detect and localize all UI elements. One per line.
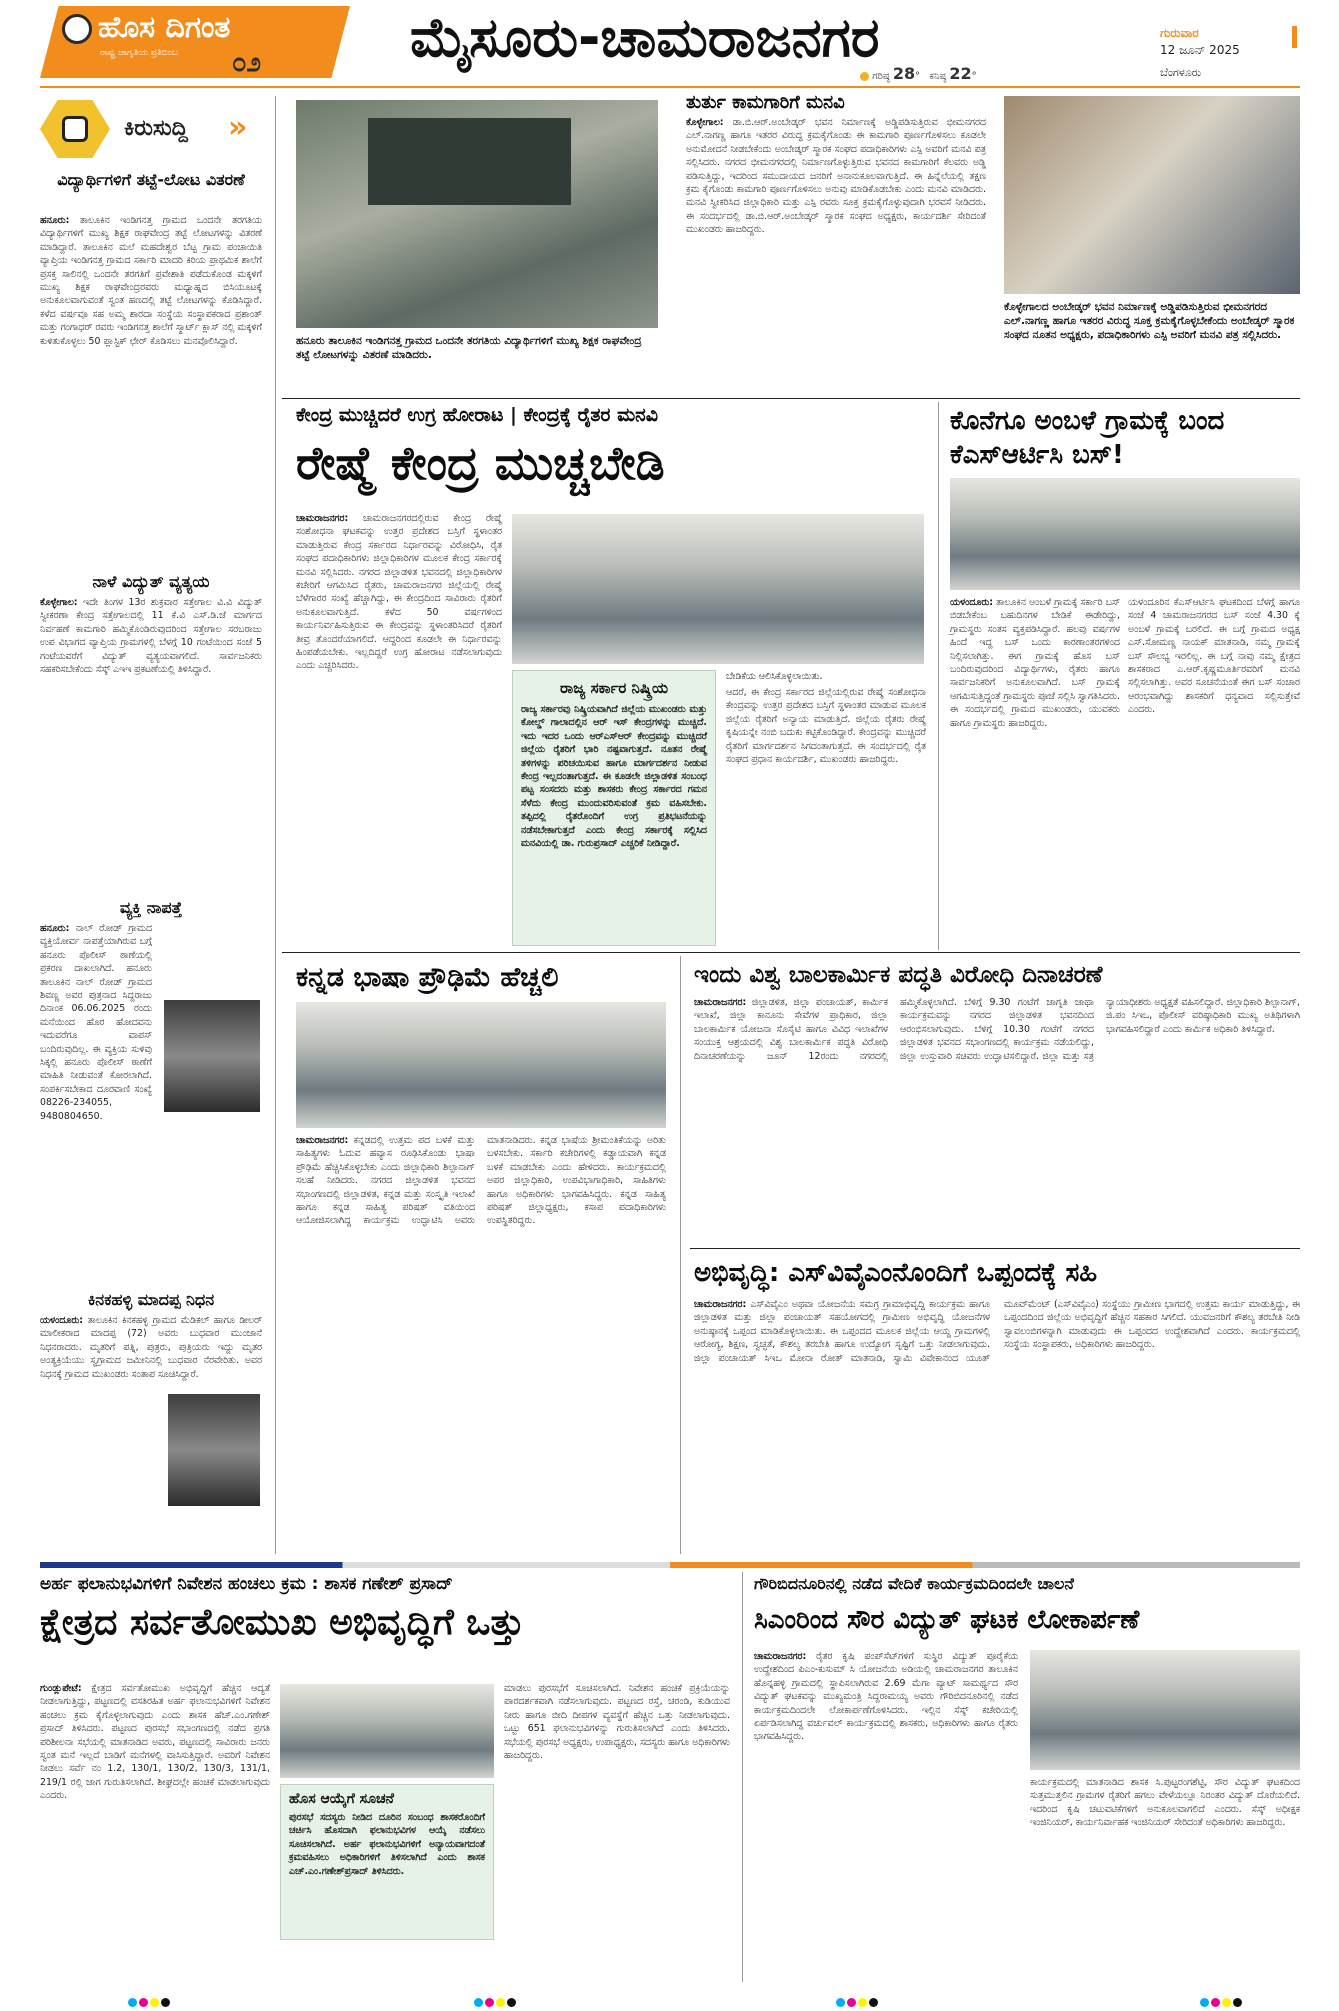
headline: ಕೊನೆಗೂ ಅಂಬಳೆ ಗ್ರಾಮಕ್ಕೆ ಬಂದ ಕೆಎಸ್ಆರ್ಟಿಸಿ ಬಸ್! [950, 406, 1225, 470]
story-body: ಚಾಮರಾಜನಗರ: ಎಸ್‌ವಿವೈಎಂ ಅಥವಾ ಯೋಜನೆಯ ಸಮಗ್ರ ಗ್ರಾಮಾಭಿವೃದ್ಧಿ ಕಾರ್ಯಕ್ರಮ ಹಾಗೂ ಜಿಲ್ಲಾಡಳಿತ ಮತ್ತು ಜಿಲ್ಲಾ ಪಂಚಾಯತ್ ಸಹಯೋಗದಲ್ಲಿ ಗ್ರಾಮೀಣ ಅಭಿವೃದ್ಧಿ ಯೋಜನೆಗಳ ಅನುಷ್ಠಾನಕ್ಕೆ ಒಪ್ಪಂದ ಮಾಡಿಕೊಳ್ಳಲಾಯಿತು. ಈ ಒಪ್ಪಂದದ ಮೂಲಕ ಜಿಲ್ಲೆಯ ಆಯ್ದ ಗ್ರಾಮಗಳಲ್ಲಿ ಆರೋಗ್ಯ, ಶಿಕ್ಷಣ, ಸ್ವಚ್ಛತೆ, ಕೌಶಲ್ಯ ತರಬೇತಿ ಹಾಗೂ ಉದ್ಯೋಗ ಸೃಷ್ಟಿಗೆ ಒತ್ತು ನೀಡಲಾಗುವುದು. ಜಿಲ್ಲಾ ಪಂಚಾಯತ್ ಸಿಇಒ ಮೋನಾ ರೋತ್ ಮಾತನಾಡಿ, ಸ್ವಾಮಿ ವಿವೇಕಾನಂದ ಯೂತ್ ಮೂವ್‌ಮೆಂಟ್ (ಎಸ್‌ವಿವೈಎಂ) ಸಂಸ್ಥೆಯು ಗ್ರಾಮೀಣ ಭಾಗದಲ್ಲಿ ಉತ್ತಮ ಕಾರ್ಯ ಮಾಡುತ್ತಿದ್ದು, ಈ ಒಪ್ಪಂದದಿಂದ ಜಿಲ್ಲೆಯ ಅಭಿವೃದ್ಧಿಗೆ ಹೆಚ್ಚಿನ ಸಹಕಾರ ಸಿಗಲಿದೆ. ಯುವಜನರಿಗೆ ಕೌಶಲ್ಯ ತರಬೇತಿ ನೀಡಿ ಸ್ವಾವಲಂಬಿಗಳನ್ನಾಗಿ ಮಾಡುವುದು ಈ ಒಪ್ಪಂದದ ಉದ್ದೇಶವಾಗಿದೆ ಎಂದರು. ಕಾರ್ಯಕ್ರಮದಲ್ಲಿ ಸಂಸ್ಥೆಯ ಸಂಸ್ಥಾಪಕರು, ಅಧಿಕಾರಿಗಳು ಹಾಜರಿದ್ದರು. [694, 1299, 1300, 1364]
missing-person-photo [164, 1000, 260, 1112]
story-body: ಚಾಮರಾಜನಗರ: ಕನ್ನಡದಲ್ಲಿ ಉತ್ತಮ ಪದ ಬಳಕೆ ಮತ್ತು ಸಾಹಿತ್ಯಗಳು ಓದುವ ಹವ್ಯಾಸ ರೂಢಿಸಿಕೊಂಡು ಭಾಷಾ ಪ್ರೌಢಿಮೆ ಹೆಚ್ಚಿಸಿಕೊಳ್ಳಬೇಕು ಎಂದು ಜಿಲ್ಲಾಧಿಕಾರಿ ಶಿಲ್ಪಾನಾಗ್ ಸಲಹೆ ನೀಡಿದರು. ನಗರದ ಜಿಲ್ಲಾಡಳಿತ ಭವನದ ಸಭಾಂಗಣದಲ್ಲಿ ಜಿಲ್ಲಾಡಳಿತ, ಕನ್ನಡ ಮತ್ತು ಸಂಸ್ಕೃತಿ ಇಲಾಖೆ ಹಾಗೂ ಕನ್ನಡ ಸಾಹಿತ್ಯ ಪರಿಷತ್ ವತಿಯಿಂದ ಆಯೋಜಿಸಲಾಗಿದ್ದ ಕಾರ್ಯಕ್ರಮ ಉದ್ಘಾಟಿಸಿ ಅವರು ಮಾತನಾಡಿದರು. ಕನ್ನಡ ಭಾಷೆಯ ಶ್ರೀಮಂತಿಕೆಯನ್ನು ಅರಿತು ಬಳಸಬೇಕು. ಸರ್ಕಾರಿ ಕಚೇರಿಗಳಲ್ಲಿ ಕಡ್ಡಾಯವಾಗಿ ಕನ್ನಡ ಬಳಕೆ ಮಾಡಬೇಕು ಎಂದು ಹೇಳಿದರು. ಕಾರ್ಯಕ್ರಮದಲ್ಲಿ ಅಪರ ಜಿಲ್ಲಾಧಿಕಾರಿ, ಉಪವಿಭಾಗಾಧಿಕಾರಿ, ಸಾಹಿತಿಗಳು ಹಾಗೂ ಅಧಿಕಾರಿಗಳು ಭಾಗವಹಿಸಿದ್ದರು. ಕನ್ನಡ ಸಾಹಿತ್ಯ ಪರಿಷತ್ ಜಿಲ್ಲಾಧ್ಯಕ್ಷರು, ಕಸಾಪ ಪದಾಧಿಕಾರಿಗಳು ಉಪಸ್ಥಿತರಿದ್ದರು. [296, 1135, 666, 1227]
brief-title: ವಿದ್ಯಾರ್ಥಿಗಳಿಗೆ ತಟ್ಟೆ-ಲೋಟ ವಿತರಣೆ [57, 170, 245, 189]
temp-max: 28 [892, 64, 916, 83]
registration-marks [128, 1992, 172, 2011]
box-body: ಪುರಸಭೆ ಸದಸ್ಯರು ನೀಡಿದ ದೂರಿನ ಸಂಬಂಧ ಶಾಸಕರೊಂದಿಗೆ ಚರ್ಚಿಸಿ ಹೊಸದಾಗಿ ಫಲಾನುಭವಿಗಳ ಆಯ್ಕೆ ನಡೆಸಲು ಸೂಚಿಸಲಾಗಿದೆ. ಅರ್ಹ ಫಲಾನುಭವಿಗಳಿಗೆ ಅನ್ಯಾಯವಾಗದಂತೆ ಕ್ರಮವಹಿಸಲು ಅಧಿಕಾರಿಗಳಿಗೆ ತಿಳಿಸಲಾಗಿದೆ ಎಂದು ಶಾಸಕ ಎಚ್.ಎಂ.ಗಣೇಶ್‌ಪ್ರಸಾದ್ ತಿಳಿಸಿದರು. [289, 1812, 485, 1877]
brief-body-continued [40, 1116, 262, 1286]
headline: ಕ್ಷೇತ್ರದ ಸರ್ವತೋಮುಖ ಅಭಿವೃದ್ಧಿಗೆ ಒತ್ತು [40, 1602, 525, 1643]
story-body-continued: ಆದರೆ, ಈ ಕೇಂದ್ರ ಸರ್ಕಾರದ ಜಿಲ್ಲೆಯಲ್ಲಿರುವ ರೇಷ್ಮೆ ಸಂಶೋಧನಾ ಕೇಂದ್ರವನ್ನು ಉತ್ತರ ಪ್ರದೇಶದ ಬಸ್ತಿಗೆ ಸ್ಥಳಾಂತರ ಮಾಡುವ ಮೂಲಕ ಜಿಲ್ಲೆಯ ರೈತರಿಗೆ ಅನ್ಯಾಯ ಮಾಡುತ್ತಿದೆ. ಜಿಲ್ಲೆಯ ರೈತರು ರೇಷ್ಮೆ ಕೃಷಿಯನ್ನೇ ನಂಬಿ ಬದುಕು ಕಟ್ಟಿಕೊಂಡಿದ್ದಾರೆ. ಕೇಂದ್ರವನ್ನು ಮುಚ್ಚಿದರೆ ರೈತರಿಗೆ ಮಾರ್ಗದರ್ಶನ ಸಿಗದಂತಾಗುತ್ತದೆ. ಈ ಸಂದರ್ಭದಲ್ಲಿ ರೈತ ಸಂಘದ ಪ್ರಧಾನ ಕಾರ್ಯದರ್ಶಿ, ಮುಖಂಡರು ಹಾಜರಿದ್ದರು. [726, 687, 926, 766]
brief-body: ಯಳಂದೂರು: ತಾಲೂಕಿನ ಕಿನಕಹಳ್ಳಿ ಗ್ರಾಮದ ಮೆಡಿಕಲ್ ಹಾಗೂ ಡೀಲರ್ ಮಾಲೀಕರಾದ ಮಾದಪ್ಪ (72) ಅವರು ಬುಧವಾರ ಮುಂಜಾನೆ ನಿಧನರಾದರು. ಮೃತರಿಗೆ ಪತ್ನಿ, ಪುತ್ರರು, ಪುತ್ರಿಯರು ಇದ್ದು ಮೃತರ ಅಂತ್ಯಕ್ರಿಯೆಯು ಸ್ವಗ್ರಾಮದ ಜಮೀನಿನಲ್ಲಿ ಬುಧವಾರ ನೆರವೇರಿತು. ಅವರ ನಿಧನಕ್ಕೆ ಗ್ರಾಮದ ಮುಖಂಡರು ಸಂತಾಪ ಸೂಚಿಸಿದ್ದಾರೆ. [40, 1315, 263, 1380]
chevron-right-icon: » [228, 110, 248, 145]
story-body: ಚಾಮರಾಜನಗರ: ಜಿಲ್ಲಾಡಳಿತ, ಜಿಲ್ಲಾ ಪಂಚಾಯತ್, ಕಾರ್ಮಿಕ ಇಲಾಖೆ, ಜಿಲ್ಲಾ ಕಾನೂನು ಸೇವೆಗಳ ಪ್ರಾಧಿಕಾರ, ಜಿಲ್ಲಾ ಬಾಲಕಾರ್ಮಿಕ ಯೋಜನಾ ಸೊಸೈಟಿ ಹಾಗೂ ವಿವಿಧ ಇಲಾಖೆಗಳ ಸಂಯುಕ್ತ ಆಶ್ರಯದಲ್ಲಿ ವಿಶ್ವ ಬಾಲಕಾರ್ಮಿಕ ಪದ್ಧತಿ ವಿರೋಧಿ ದಿನಾಚರಣೆಯನ್ನು ಜೂನ್ 12ರಂದು ನಗರದಲ್ಲಿ ಹಮ್ಮಿಕೊಳ್ಳಲಾಗಿದೆ. ಬೆಳಿಗ್ಗೆ 9.30 ಗಂಟೆಗೆ ಜಾಗೃತಿ ಜಾಥಾ ಕಾರ್ಯಕ್ರಮವನ್ನು ನಗರದ ಜಿಲ್ಲಾಡಳಿತ ಭವನದಿಂದ ಆರಂಭಿಸಲಾಗುವುದು. ಬೆಳಿಗ್ಗೆ 10.30 ಗಂಟೆಗೆ ನಗರದ ಜಿಲ್ಲಾಡಳಿತ ಭವನದ ಸಭಾಂಗಣದಲ್ಲಿ ಕಾರ್ಯಕ್ರಮ ನಡೆಯಲಿದ್ದು, ಜಿಲ್ಲಾ ಉಸ್ತುವಾರಿ ಸಚಿವರು ಉದ್ಘಾಟಿಸಲಿದ್ದಾರೆ. ಜಿಲ್ಲಾ ಮತ್ತು ಸತ್ರ ನ್ಯಾಯಾಧೀಶರು ಅಧ್ಯಕ್ಷತೆ ವಹಿಸಲಿದ್ದಾರೆ. ಜಿಲ್ಲಾಧಿಕಾರಿ ಶಿಲ್ಪಾನಾಗ್, ಜಿ.ಪಂ ಸಿಇಒ, ಪೊಲೀಸ್ ವರಿಷ್ಠಾಧಿಕಾರಿ ಮುಖ್ಯ ಅತಿಥಿಗಳಾಗಿ ಭಾಗವಹಿಸಲಿದ್ದಾರೆ ಎಂದು ಕಾರ್ಮಿಕ ಅಧಿಕಾರಿ ತಿಳಿಸಿದ್ದಾರೆ. [694, 997, 1300, 1062]
brand-name: ಹೊಸ ದಿಗಂತ [98, 10, 231, 45]
registration-marks [1200, 1992, 1244, 2011]
section-divider [40, 1562, 1300, 1568]
story-body: ಚಾಮರಾಜನಗರ: ಚಾಮರಾಜನಗರದಲ್ಲಿರುವ ಕೇಂದ್ರ ರೇಷ್ಮೆ ಸಂಶೋಧನಾ ಘಟಕವನ್ನು ಉತ್ತರ ಪ್ರದೇಶದ ಬಸ್ತಿಗೆ ಸ್ಥಳಾಂತರ ಮಾಡುತ್ತಿರುವ ಕೇಂದ್ರ ಸರ್ಕಾರದ ನಿರ್ಧಾರವನ್ನು ವಿರೋಧಿಸಿ, ರೈತ ಸಂಘದ ಪದಾಧಿಕಾರಿಗಳು ಜಿಲ್ಲಾಧಿಕಾರಿಗಳ ಮೂಲಕ ಕೇಂದ್ರ ಸರ್ಕಾರಕ್ಕೆ ಮನವಿ ಸಲ್ಲಿಸಿದರು. ನಗರದ ಜಿಲ್ಲಾಡಳಿತ ಭವನದಲ್ಲಿ ಜಿಲ್ಲಾಧಿಕಾರಿಗಳ ಕಚೇರಿಗೆ ಆಗಮಿಸಿದ ರೈತರು, ಚಾಮರಾಜನಗರ ಜಿಲ್ಲೆಯಲ್ಲಿ ರೇಷ್ಮೆ ಬೆಳೆಗಾರರ ಸಂಖ್ಯೆ ಹೆಚ್ಚಾಗಿದ್ದು, ಈ ಕೇಂದ್ರದಿಂದ ಸಾವಿರಾರು ರೈತರಿಗೆ ಅನುಕೂಲವಾಗುತ್ತಿದೆ. ಕಳೆದ 50 ವರ್ಷಗಳಿಂದ ಕಾರ್ಯನಿರ್ವಹಿಸುತ್ತಿರುವ ಈ ಕೇಂದ್ರವನ್ನು ಸ್ಥಳಾಂತರಿಸಿದರೆ ರೈತರಿಗೆ ತೀವ್ರ ತೊಂದರೆಯಾಗಲಿದೆ. ಆದ್ದರಿಂದ ಕೂಡಲೇ ಈ ನಿರ್ಧಾರವನ್ನು ಹಿಂಪಡೆಯಬೇಕು. ಇಲ್ಲದಿದ್ದರೆ ಉಗ್ರ ಹೋರಾಟ ನಡೆಸಲಾಗುವುದು ಎಂದು ಎಚ್ಚರಿಸಿದರು. [296, 513, 503, 672]
headline: ಸಿಎಂರಿಂದ ಸೌರ ವಿದ್ಯುತ್ ಘಟಕ ಲೋಕಾರ್ಪಣೆ [754, 1605, 1140, 1635]
brand-tagline: ರಾಷ್ಟ್ರ ಜಾಗೃತಿಯ ಪ್ರತಿಬಿಂಬ [100, 48, 178, 58]
meeting-photo [280, 1684, 494, 1778]
box-title: ರಾಜ್ಯ ಸರ್ಕಾರ ನಿಷ್ಕ್ರಿಯ [559, 679, 669, 697]
book-release-photo [296, 1002, 666, 1128]
story-body-continued: ಕಾರ್ಯಕ್ರಮದಲ್ಲಿ ಮಾತನಾಡಿದ ಶಾಸಕ ಸಿ.ಪುಟ್ಟರಂಗಶೆಟ್ಟಿ, ಸೌರ ವಿದ್ಯುತ್ ಘಟಕದಿಂದ ಸುತ್ತಮುತ್ತಲಿನ ಗ್ರಾಮಗಳ ರೈತರಿಗೆ ಹಗಲು ವೇಳೆಯಲ್ಲೂ ನಿರಂತರ ವಿದ್ಯುತ್ ದೊರೆಯಲಿದೆ. ಇದರಿಂದ ಕೃಷಿ ಚಟುವಟಿಕೆಗಳಿಗೆ ಅನುಕೂಲವಾಗಲಿದೆ ಎಂದರು. ಸೆಸ್ಕ್ ಅಧೀಕ್ಷಕ ಇಂಜಿನಿಯರ್, ಕಾರ್ಯನಿರ್ವಾಹಕ ಇಂಜಿನಿಯರ್ ಸೇರಿದಂತೆ ಅಧಿಕಾರಿಗಳು ಹಾಜರಿದ್ದರು. [1030, 1777, 1300, 1829]
temp-min: 22 [949, 64, 972, 83]
story-body: ಗುಂಡ್ಲುಪೇಟೆ: ಕ್ಷೇತ್ರದ ಸರ್ವತೋಮುಖ ಅಭಿವೃದ್ಧಿಗೆ ಹೆಚ್ಚಿನ ಆದ್ಯತೆ ನೀಡಲಾಗುತ್ತಿದ್ದು, ಪಟ್ಟಣದಲ್ಲಿ ವಸತಿರಹಿತ ಅರ್ಹ ಫಲಾನುಭವಿಗಳಿಗೆ ನಿವೇಶನ ಹಂಚಲು ಕ್ರಮ ಕೈಗೊಳ್ಳಲಾಗುವುದು ಎಂದು ಶಾಸಕ ಹೆಚ್.ಎಂ.ಗಣೇಶ್ ಪ್ರಸಾದ್ ತಿಳಿಸಿದರು. ಪಟ್ಟಣದ ಪುರಸಭೆ ಸಭಾಂಗಣದಲ್ಲಿ ನಡೆದ ಪ್ರಗತಿ ಪರಿಶೀಲನಾ ಸಭೆಯಲ್ಲಿ ಮಾತನಾಡಿದ ಅವರು, ಪಟ್ಟಣದಲ್ಲಿ ಸಾವಿರಾರು ಜನರು ಸ್ವಂತ ಮನೆ ಇಲ್ಲದೆ ಬಾಡಿಗೆ ಮನೆಗಳಲ್ಲಿ ವಾಸಿಸುತ್ತಿದ್ದಾರೆ. ಅವರಿಗೆ ನಿವೇಶನ ನೀಡಲು ಸರ್ವೆ ನಂ 1.2, 130/1, 130/2, 130/3, 131/1, 219/1 ರಲ್ಲಿ ಜಾಗ ಗುರುತಿಸಲಾಗಿದೆ. ಶೀಘ್ರದಲ್ಲೇ ಹಂಚಿಕೆ ಮಾಡಲಾಗುವುದು ಎಂದರು. [40, 1683, 270, 1802]
protest-photo [512, 514, 924, 664]
day-label: ಗುರುವಾರ [1160, 26, 1199, 40]
brand-logo [62, 14, 92, 44]
brief-body: ಕೊಳ್ಳೇಗಾಲ: ಇದೇ ತಿಂಗಳ 13ರ ಶುಕ್ರವಾರ ಸತ್ತೇಗಾಲ ವಿ.ವಿ ವಿದ್ಯುತ್ ಸ್ವೀಕರಣಾ ಕೇಂದ್ರ ಸತ್ತೇಗಾಲದಲ್ಲಿ 11 ಕೆ.ವಿ ಎಸ್.ಡಿ.ಜೆ ಮಾರ್ಗದ ನಿರ್ವಹಣೆ ಕಾಮಗಾರಿ ಹಮ್ಮಿಕೊಂಡಿರುವುದರಿಂದ ಸತ್ತೇಗಾಲ ಸರಬರಾಜು ಉಪ ವಿಭಾಗದ ವ್ಯಾಪ್ತಿಯ ಗ್ರಾಮಗಳಲ್ಲಿ ಬೆಳಗ್ಗೆ 10 ಗಂಟೆಯಿಂದ ಸಂಜೆ 5 ಗಂಟೆಯವರೆಗೆ ವಿದ್ಯುತ್ ವ್ಯತ್ಯಯವಾಗಲಿದೆ. ಸಾರ್ವಜನಿಕರು ಸಹಕರಿಸಬೇಕೆಂದು ಸೆಸ್ಕ್ ಎಇಇ ಪ್ರಕಟಣೆಯಲ್ಲಿ ತಿಳಿಸಿದ್ದಾರೆ. [40, 597, 262, 676]
weather-block: ಗರಿಷ್ಠ 28° ಕನಿಷ್ಠ 22° [860, 64, 977, 83]
kicker: ಕೇಂದ್ರ ಮುಚ್ಚಿದರೆ ಉಗ್ರ ಹೋರಾಟ | ಕೇಂದ್ರಕ್ಕೆ ರೈತರ ಮನವಿ [296, 404, 658, 426]
photo-caption: ಕೊಳ್ಳೇಗಾಲದ ಅಂಬೇಡ್ಕರ್ ಭವನ ನಿರ್ಮಾಣಕ್ಕೆ ಅಡ್ಡಿಪಡಿಸುತ್ತಿರುವ ಭೀಮನಗರದ ಎಲ್.ನಾಗಣ್ಣ ಹಾಗೂ ಇತರರ ವಿರುದ್ಧ ಸೂಕ್ತ ಕ್ರಮಕೈಗೊಳ್ಳಬೇಕೆಂದು ಅಂಬೇಡ್ಕರ್ ಸ್ಮಾರಕ ಸಂಘದ ನೂತನ ಅಧ್ಯಕ್ಷರು, ಪದಾಧಿಕಾರಿಗಳು ಎಸ್ಪಿ ಅವರಿಗೆ ಮನವಿ ಪತ್ರ ಸಲ್ಲಿಸಿದರು. [1004, 301, 1295, 341]
brief-title: ಕಿನಕಹಳ್ಳಿ ಮಾದಪ್ಪ ನಿಧನ [87, 1290, 215, 1309]
temp-min-label: ಕನಿಷ್ಠ [929, 71, 947, 82]
classroom-photo [296, 100, 658, 328]
solar-event-photo [1030, 1650, 1300, 1770]
brief-body: ಹನೂರು: ನಾಲ್ ರೋಡ್ ಗ್ರಾಮದ ವ್ಯಕ್ತಿಯೋರ್ವ ನಾಪತ್ತೆಯಾಗಿರುವ ಬಗ್ಗೆ ಹನೂರು ಪೊಲೀಸ್ ಠಾಣೆಯಲ್ಲಿ ಪ್ರಕರಣ ದಾಖಲಾಗಿದೆ. ಹನೂರು ತಾಲೂಕಿನ ನಾಲ್ ರೋಡ್ ಗ್ರಾಮದ ಶಿವಣ್ಣ ಅವರ ಪುತ್ರನಾದ ಸಿದ್ದರಾಜು ದಿನಾಂಕ 06.06.2025 ರಂದು ಮನೆಯಿಂದ ಹೊರ ಹೋದವನು ಇದುವರೆಗೂ ವಾಪಸ್ ಬಂದಿರುವುದಿಲ್ಲ. ಈ ವ್ಯಕ್ತಿಯ ಸುಳಿವು ಸಿಕ್ಕಲ್ಲಿ ಹನೂರು ಪೊಲೀಸ್ ಠಾಣೆಗೆ ಮಾಹಿತಿ ನೀಡುವಂತೆ ಕೋರಲಾಗಿದೆ. ಸಂಪರ್ಕಿಸಬೇಕಾದ ದೂರವಾಣಿ ಸಂಖ್ಯೆ 08226-234055, 9480804650. [40, 923, 152, 1122]
headline: ಅಭಿವೃದ್ಧಿ: ಎಸ್‌ವಿವೈಎಂನೊಂದಿಗೆ ಒಪ್ಪಂದಕ್ಕೆ ಸಹಿ [694, 1258, 1098, 1288]
story-body-continued: ಯಳಂದೂರಿನ ಕೆಎಸ್ಆರ್ಟಿಸಿ ಘಟಕದಿಂದ ಬೆಳಗ್ಗೆ ಹಾಗೂ ಸಂಜೆ 4 ಚಾಮರಾಜನಗರದ ಬಸ್ ಸಂಜೆ 4.30 ಕ್ಕೆ ಅಂಬಳೆ ಗ್ರಾಮಕ್ಕೆ ಬರಲಿದೆ. ಈ ಬಗ್ಗೆ ಗ್ರಾಮದ ಅಧ್ಯಕ್ಷ ಎಸ್.ಸೋಮಣ್ಣ ನಾಯಕ್ ಮಾತನಾಡಿ, ನಮ್ಮ ಗ್ರಾಮಕ್ಕೆ ಬಸ್ ಸೌಲಭ್ಯ ಇರಲಿಲ್ಲ. ಈ ಬಗ್ಗೆ ನಾವು ನಮ್ಮ ಕ್ಷೇತ್ರದ ಶಾಸಕರಾದ ಎ.ಆರ್.ಕೃಷ್ಣಮೂರ್ತಿರವರಿಗೆ ಮನವಿ ಸಲ್ಲಿಸಲಾಗಿತ್ತು. ಅವರ ಸೂಚನೆಯಂತೆ ಈಗ ಬಸ್ ಸಂಚಾರ ಆರಂಭವಾಗಿದ್ದು ಶಾಸಕರಿಗೆ ಧನ್ಯವಾದ ಸಲ್ಲಿಸುತ್ತೇವೆ ಎಂದರು. [1128, 597, 1300, 716]
page-number: ೦೨ [232, 48, 262, 78]
sidebar-box [512, 670, 716, 946]
photo-caption: ಹನೂರು ತಾಲೂಕಿನ ಇಂಡಿಗನತ್ತ ಗ್ರಾಮದ ಒಂದನೇ ತರಗತಿಯ ವಿದ್ಯಾರ್ಥಿಗಳಿಗೆ ಮುಖ್ಯ ಶಿಕ್ಷಕ ರಾಘವೇಂದ್ರ ತಟ್ಟೆ ಲೋಟಗಳನ್ನು ವಿತರಣೆ ಮಾಡಿದರು. [296, 335, 642, 361]
date-accent-bar [1292, 26, 1297, 48]
sun-icon [860, 72, 869, 81]
headline: ಇಂದು ವಿಶ್ವ ಬಾಲಕಾರ್ಮಿಕ ಪದ್ಧತಿ ವಿರೋಧಿ ದಿನಾಚರಣೆ [694, 962, 1103, 988]
obituary-photo [168, 1394, 260, 1506]
brief-title: ನಾಳೆ ವಿದ್ಯುತ್ ವ್ಯತ್ಯಯ [92, 572, 210, 591]
story-body: ಕೊಳ್ಳೇಗಾಲ: ಡಾ.ಬಿ.ಆರ್.ಅಂಬೇಡ್ಕರ್ ಭವನ ನಿರ್ಮಾಣಕ್ಕೆ ಅಡ್ಡಿಪಡಿಸುತ್ತಿರುವ ಭೀಮನಗರದ ಎಲ್.ನಾಗಣ್ಣ ಹಾಗೂ ಇತರರ ವಿರುದ್ಧ ಕ್ರಮಕೈಗೊಂಡು ಈ ಕಾಮಗಾರಿ ಪೂರ್ಣಗೊಳಿಸಲು ಕೂಡಲೇ ಅನುಮೋದನೆ ನೀಡಬೇಕೆಂದು ಅಂಬೇಡ್ಕರ್ ಸ್ಮಾರಕ ಸಂಘದ ಪದಾಧಿಕಾರಿಗಳು ಎಸ್ಪಿ ಅವರಿಗೆ ಮನವಿ ಪತ್ರ ಸಲ್ಲಿಸಿದರು. ನಗರದ ಭೀಮನಗರದಲ್ಲಿ ನಿರ್ಮಾಣಗೊಳ್ಳುತ್ತಿರುವ ಭವನದ ಕಾಮಗಾರಿಗೆ ಕೆಲವರು ಅಡ್ಡಿ ಪಡಿಸುತ್ತಿದ್ದು, ಇದರಿಂದ ಸಮುದಾಯದ ಜನರಿಗೆ ಅನಾನುಕೂಲವಾಗುತ್ತಿದೆ. ಈ ಹಿನ್ನೆಲೆಯಲ್ಲಿ ತಕ್ಷಣ ಕ್ರಮ ಕೈಗೊಂಡು ಕಾಮಗಾರಿ ಪೂರ್ಣಗೊಳಿಸಲು ಅನುವು ಮಾಡಿಕೊಡಬೇಕು ಎಂದು ಮನವಿ ಮಾಡಿದರು. ಮನವಿ ಸ್ವೀಕರಿಸಿದ ಜಿಲ್ಲಾಧಿಕಾರಿ ಮತ್ತು ಎಸ್ಪಿ ರವರು ಸೂಕ್ತ ಕ್ರಮಕೈಗೊಳ್ಳುವುದಾಗಿ ಭರವಸೆ ನೀಡಿದರು. ಈ ಸಂದರ್ಭದಲ್ಲಿ ಡಾ.ಬಿ.ಆರ್.ಅಂಬೇಡ್ಕರ್ ಸ್ಮಾರಕ ಸಂಘದ ಅಧ್ಯಕ್ಷರು, ಕಾರ್ಯದರ್ಶಿ ಸೇರಿದಂತೆ ಮುಖಂಡರು ಹಾಜರಿದ್ದರು. [686, 117, 986, 236]
hand-icon [62, 116, 88, 142]
story-body: ಚಾಮರಾಜನಗರ: ರೈತರ ಕೃಷಿ ಪಂಪ್‌ಸೆಟ್‌ಗಳಿಗೆ ಸುಸ್ಥಿರ ವಿದ್ಯುತ್ ಪೂರೈಕೆಯ ಉದ್ದೇಶದಿಂದ ಪಿಎಂ-ಕುಸುಮ್ ಸಿ ಯೋಜನೆಯ ಅಡಿಯಲ್ಲಿ ಚಾಮರಾಜನಗರ ತಾಲೂಕಿನ ಹೊನ್ನಹಳ್ಳಿ ಗ್ರಾಮದಲ್ಲಿ ಸ್ಥಾಪಿಸಲಾಗಿರುವ 2.69 ಮೆಗಾ ವ್ಯಾಟ್ ಸಾಮರ್ಥ್ಯದ ಸೌರ ವಿದ್ಯುತ್ ಘಟಕವನ್ನು ಮುಖ್ಯಮಂತ್ರಿ ಸಿದ್ದರಾಮಯ್ಯ ಅವರು ಗೌರಿಬಿದನೂರಿನಲ್ಲಿ ನಡೆದ ಕಾರ್ಯಕ್ರಮದಿಂದಲೇ ಲೋಕಾರ್ಪಣೆಗೊಳಿಸಿದರು. ಇಲ್ಲಿನ ಸೆಸ್ಕ್ ಕಚೇರಿಯಲ್ಲಿ ಏರ್ಪಡಿಸಲಾಗಿದ್ದ ವರ್ಚುವಲ್ ಕಾರ್ಯಕ್ರಮದಲ್ಲಿ ಶಾಸಕರು, ಅಧಿಕಾರಿಗಳು ಹಾಗೂ ರೈತರು ಭಾಗವಹಿಸಿದ್ದರು. [754, 1651, 1018, 1743]
story-body: ಯಳಂದೂರು: ತಾಲೂಕಿನ ಅಂಬಳೆ ಗ್ರಾಮಕ್ಕೆ ಸರ್ಕಾರಿ ಬಸ್ ಬಿಡಬೇಕೆಂಬ ಬಹುದಿನಗಳ ಬೇಡಿಕೆ ಈಡೇರಿದ್ದು, ಗ್ರಾಮಸ್ಥರು ಸಂತಸ ವ್ಯಕ್ತಪಡಿಸಿದ್ದಾರೆ. ಹಲವು ವರ್ಷಗಳ ಹಿಂದೆ ಇದ್ದ ಬಸ್ ಒಂದು ಕಾರಣಾಂತರಗಳಿಂದ ನಿಲ್ಲಿಸಲಾಗಿತ್ತು. ಈಗ ಗ್ರಾಮಕ್ಕೆ ಹೊಸ ಬಸ್ ಬಂದಿರುವುದರಿಂದ ವಿದ್ಯಾರ್ಥಿಗಳು, ರೈತರು ಹಾಗೂ ಸಾರ್ವಜನಿಕರಿಗೆ ಅನುಕೂಲವಾಗಿದೆ. ಬಸ್ ಗ್ರಾಮಕ್ಕೆ ಆಗಮಿಸುತ್ತಿದ್ದಂತೆ ಗ್ರಾಮಸ್ಥರು ಪೂಜೆ ಸಲ್ಲಿಸಿ ಸ್ವಾಗತಿಸಿದರು. ಈ ಸಂದರ್ಭದಲ್ಲಿ ಗ್ರಾಮದ ಮುಖಂಡರು, ಯುವಕರು ಹಾಗೂ ಗ್ರಾಮಸ್ಥರು ಹಾಜರಿದ್ದರು. [950, 597, 1120, 729]
bus-photo [950, 478, 1300, 590]
box-body: ರಾಜ್ಯ ಸರ್ಕಾರವು ನಿಷ್ಕ್ರಿಯವಾಗಿದೆ ಜಿಲ್ಲೆಯ ಮುಖಂಡರು ಮತ್ತು ಕೋಲ್ಡ್ ಗಾಲಾದಲ್ಲಿನ ಆರ್ ಇಸ್ ಕೇಂದ್ರಗಳನ್ನು ಮುಚ್ಚಿದೆ. ಇದು ಇದರ ಒಂದು ಆರ್‌ಎಸ್‌ಆರ್ ಕೇಂದ್ರವನ್ನು ಮುಚ್ಚಿದರೆ ಜಿಲ್ಲೆಯ ರೈತರಿಗೆ ಭಾರಿ ನಷ್ಟವಾಗುತ್ತದೆ. ನೂತನ ರೇಷ್ಮೆ ತಳಿಗಳನ್ನು ಪರಿಚಯಿಸುವ ಹಾಗೂ ಮಾರ್ಗದರ್ಶನ ನೀಡುವ ಕೇಂದ್ರ ಇಲ್ಲದಂತಾಗುತ್ತದೆ. ಈ ಕೂಡಲೇ ಜಿಲ್ಲಾಡಳಿತ ಸಂಬಂಧ ಪಟ್ಟ ಸಂಸದರು ಮತ್ತು ಶಾಸಕರು ಕೇಂದ್ರ ಸರ್ಕಾರದ ಗಮನ ಸೆಳೆದು ಕೇಂದ್ರ ಮುಂದುವರಿಸುವಂತೆ ಕ್ರಮ ವಹಿಸಬೇಕು. ತಪ್ಪಿದಲ್ಲಿ ರೈತರೊಂದಿಗೆ ಉಗ್ರ ಪ್ರತಿಭಟನೆಯನ್ನು ನಡೆಸಬೇಕಾಗುತ್ತದೆ ಎಂದು ಕೇಂದ್ರ ಸರ್ಕಾರಕ್ಕೆ ಸಲ್ಲಿಸಿದ ಮನವಿಯಲ್ಲಿ ಡಾ. ಗುರುಪ್ರಸಾದ್ ಎಚ್ಚರಿಕೆ ನೀಡಿದ್ದಾರೆ. [521, 704, 707, 850]
edition-title: ಮೈಸೂರು-ಚಾಮರಾಜನಗರ [410, 6, 880, 69]
memorandum-photo [1004, 96, 1300, 294]
temp-max-label: ಗರಿಷ್ಠ [872, 71, 890, 82]
registration-marks [474, 1992, 518, 2011]
headline: ರೇಷ್ಮೆ ಕೇಂದ್ರ ಮುಚ್ಚಬೇಡಿ [296, 436, 665, 490]
kirusuddi-label: ಕಿರುಸುದ್ದಿ [124, 116, 188, 141]
masthead [0, 0, 1339, 86]
story-body-continued: ಮಾಡಲು ಪುರಸಭೆಗೆ ಸೂಚಿಸಲಾಗಿದೆ. ನಿವೇಶನ ಹಂಚಿಕೆ ಪ್ರಕ್ರಿಯೆಯನ್ನು ಪಾರದರ್ಶಕವಾಗಿ ನಡೆಸಲಾಗುವುದು. ಪಟ್ಟಣದ ರಸ್ತೆ, ಚರಂಡಿ, ಕುಡಿಯುವ ನೀರು ಹಾಗೂ ಬೀದಿ ದೀಪಗಳ ವ್ಯವಸ್ಥೆಗೆ ಹೆಚ್ಚಿನ ಒತ್ತು ನೀಡಲಾಗುವುದು. ಒಟ್ಟು 651 ಫಲಾನುಭವಿಗಳನ್ನು ಗುರುತಿಸಲಾಗಿದೆ ಎಂದು ತಿಳಿಸಿದರು. ಸಭೆಯಲ್ಲಿ ಪುರಸಭೆ ಅಧ್ಯಕ್ಷರು, ಉಪಾಧ್ಯಕ್ಷರು, ಸದಸ್ಯರು ಹಾಗೂ ಅಧಿಕಾರಿಗಳು ಹಾಜರಿದ್ದರು. [504, 1683, 730, 1762]
city-label: ಬೆಂಗಳೂರು [1160, 66, 1202, 79]
brief-title: ವ್ಯಕ್ತಿ ನಾಪತ್ತೆ [119, 898, 183, 917]
kicker: ಗೌರಿಬಿದನೂರಿನಲ್ಲಿ ನಡೆದ ವೇದಿಕೆ ಕಾರ್ಯಕ್ರಮದಿಂದಲೇ ಚಾಲನೆ [754, 1574, 1074, 1593]
headline: ತುರ್ತು ಕಾಮಗಾರಿಗೆ ಮನವಿ [686, 92, 845, 113]
kicker: ಅರ್ಹ ಫಲಾನುಭವಿಗಳಿಗೆ ನಿವೇಶನ ಹಂಚಲು ಕ್ರಮ : ಶಾಸಕ ಗಣೇಶ್ ಪ್ರಸಾದ್ [40, 1574, 453, 1594]
brief-body: ಹನೂರು: ತಾಲೂಕಿನ ಇಂಡಿಗನತ್ತ ಗ್ರಾಮದ ಒಂದನೇ ತರಗತಿಯ ವಿದ್ಯಾರ್ಥಿಗಳಿಗೆ ಮುಖ್ಯ ಶಿಕ್ಷಕ ರಾಘವೇಂದ್ರ ತಟ್ಟೆ ಲೋಟಗಳನ್ನು ವಿತರಣೆ ಮಾಡಿದ್ದಾರೆ. ತಾಲೂಕಿನ ಮಲೆ ಮಹದೇಶ್ವರ ಬೆಟ್ಟ ಗ್ರಾಮ ಪಂಚಾಯಿತಿ ವ್ಯಾಪ್ತಿಯ ಇಂಡಿಗನತ್ತ ಗ್ರಾಮದ ಸರ್ಕಾರಿ ಮಾದರಿ ಕಿರಿಯ ಪ್ರಾಥಮಿಕ ಶಾಲೆಗೆ ಪ್ರಸಕ್ತ ಸಾಲಿನಲ್ಲಿ ಒಂದನೇ ತರಗತಿಗೆ ಪ್ರವೇಶಾತಿ ಪಡೆದುಕೊಂಡ ಮಕ್ಕಳಿಗೆ ಮುಖ್ಯ ಶಿಕ್ಷಕ ರಾಘವೇಂದ್ರರವರು ಮಧ್ಯಾಹ್ನದ ಬಿಸಿಯೂಟಕ್ಕೆ ಅನುಕೂಲವಾಗುವಂತೆ ಸ್ವಂತ ಹಣದಲ್ಲಿ ತಟ್ಟೆ ಲೋಟಗಳನ್ನು ಕೊಡಿಸಿದ್ದಾರೆ. ಕಳೆದ ವರ್ಷವೂ ಸಹ ಅಮ್ಮ ಶಾರದಾ ಸಂಸ್ಥೆಯ ಸಂಸ್ಥಾಪಕರಾದ ಪ್ರಶಾಂತ್ ಮತ್ತು ಗಂಗಾಧರ್ ರವರು ಇಂಡಿಗನತ್ತ ಶಾಲೆಗೆ ಸ್ಮಾರ್ಟ್ ಕ್ಲಾಸ್ ನಲ್ಲಿ ಮಕ್ಕಳಿಗೆ ಕುಳಿತುಕೊಳ್ಳಲು 50 ಪ್ಲಾಸ್ಟಿಕ್ ಛೇರ್ ಕೊಡಿಸಲು ಮನವೊಲಿಸಿದ್ದಾರೆ. [40, 215, 262, 347]
date-block [1160, 26, 1300, 80]
box-title: ಹೊಸ ಆಯ್ಕೆಗೆ ಸೂಚನೆ [289, 1791, 394, 1807]
registration-marks [836, 1992, 880, 2011]
photo-caption: ಬೇಡಿಕೆಯ ಆಲಿಸಿಕೊಳ್ಳಲಾಯಿತು. [726, 671, 823, 682]
date-label: 12 ಜೂನ್ 2025 [1160, 43, 1240, 57]
sidebar-box [280, 1784, 494, 1940]
headline: ಕನ್ನಡ ಭಾಷಾ ಪ್ರೌಢಿಮೆ ಹೆಚ್ಚಲಿ [296, 962, 559, 993]
